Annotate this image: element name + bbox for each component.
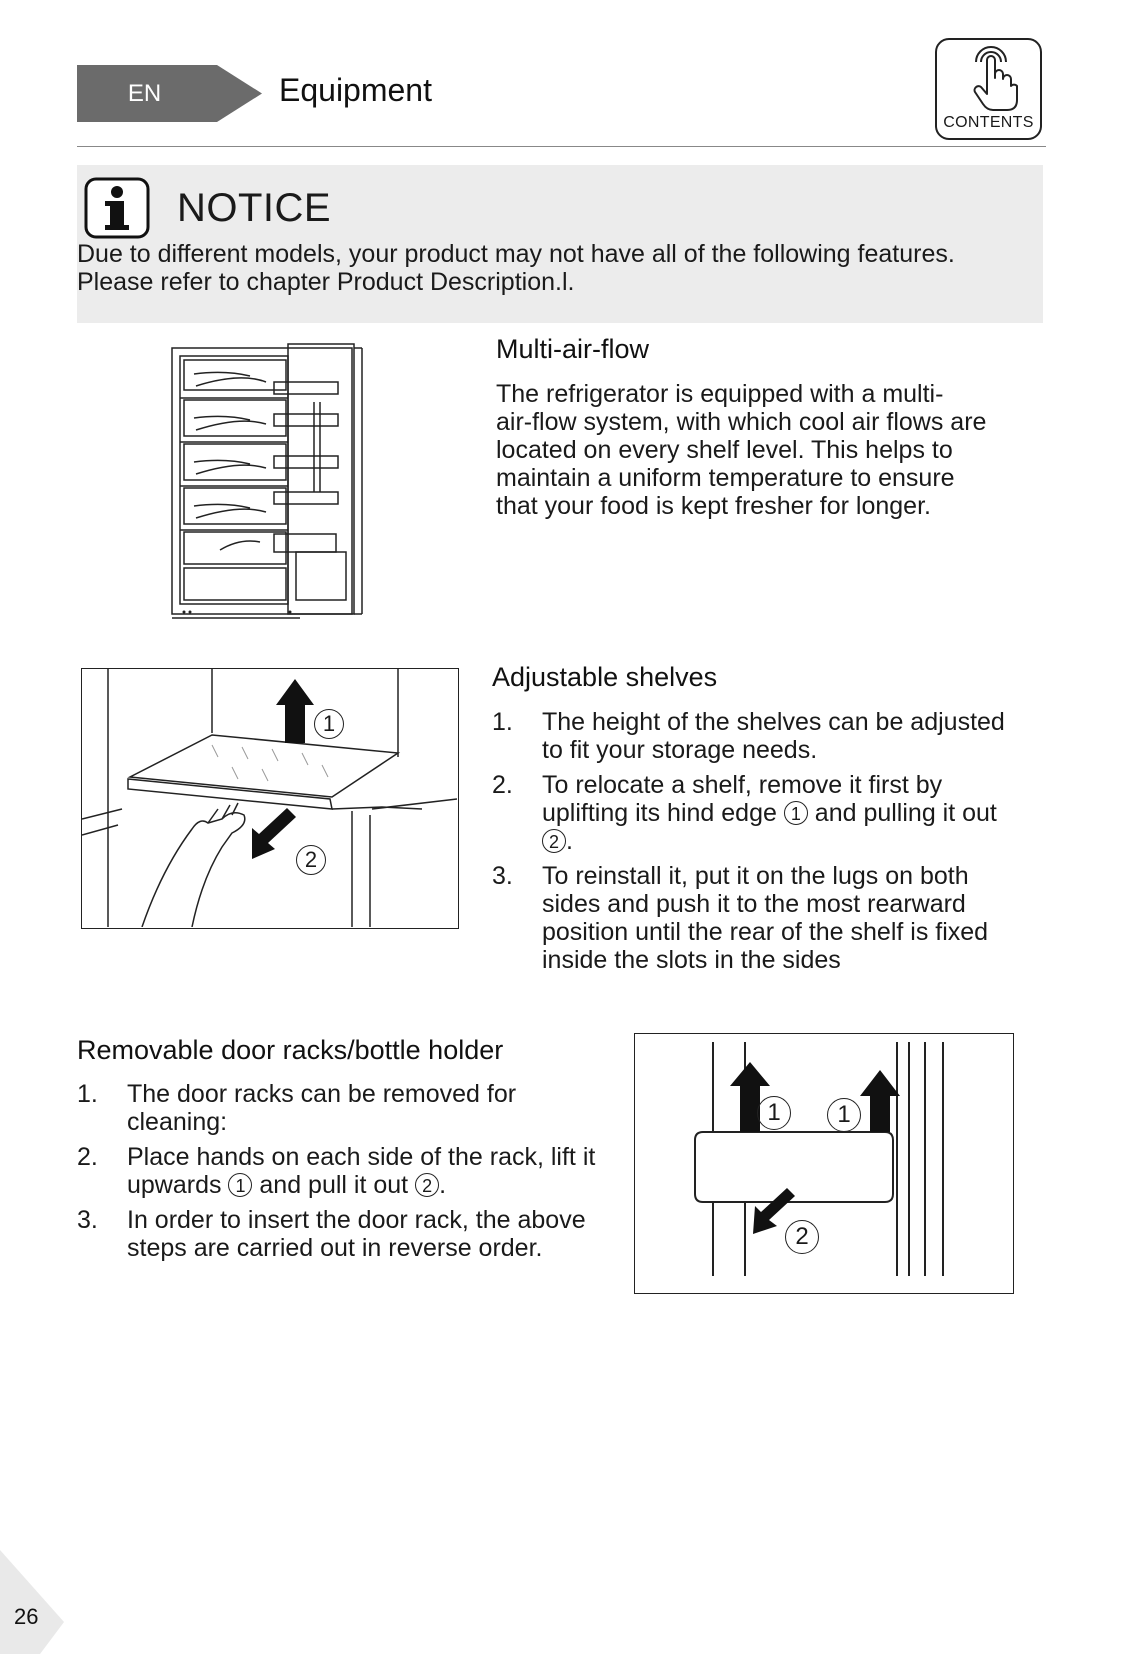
list-number: 2. [492,771,513,799]
touch-hand-icon [959,44,1019,114]
step-marker: 2 [415,1173,439,1197]
door-racks-title: Removable door racks/bottle holder [77,1035,504,1065]
paragraph-line: air-flow system, with which cool air flows are [496,408,987,436]
list-text: . [566,827,573,855]
step-marker: 2 [542,829,566,853]
multi-air-flow-text [496,380,1016,520]
notice-line: Please refer to chapter Product Description.l. [77,268,575,296]
language-label: EN [127,80,162,107]
door-rack-figure [634,1033,1014,1294]
list-text: and pulling it out [807,799,997,827]
list-item [77,1143,617,1199]
step-marker: 1 [757,1096,791,1130]
list-text: In order to insert the door rack, the above steps are carried out in reverse order. [127,1206,586,1262]
list-number: 1. [492,708,513,736]
list-number: 3. [492,862,513,890]
info-icon [84,177,150,239]
contents-label: CONTENTS [943,114,1034,131]
list-number: 2. [77,1143,98,1171]
list-text: and pull it out [252,1171,416,1199]
adjustable-shelves-steps [492,708,1012,981]
list-text: To reinstall it, put it on the lugs on both sides and push it to the most rearward position until the rear of the shelf is fixed inside the slots in the sides [542,862,989,974]
page-corner-tab [0,1550,70,1654]
list-item [492,708,1012,764]
list-text: Place hands on each side of the rack, lift it upwards [127,1143,596,1199]
notice-title: NOTICE [177,186,332,230]
list-item [492,771,1012,855]
step-marker: 1 [314,709,344,739]
adjustable-shelves-title: Adjustable shelves [492,662,718,692]
list-number: 3. [77,1206,98,1234]
step-marker: 1 [827,1098,861,1132]
list-text: The height of the shelves can be adjusted to fit your storage needs. [542,708,1005,764]
shelf-illustration [82,669,457,927]
list-item [492,862,1012,974]
list-number: 1. [77,1080,98,1108]
page-title: Equipment [279,72,432,108]
list-item [77,1206,617,1262]
notice-text [77,240,1037,296]
page-number: 26 [14,1604,39,1629]
list-text: To relocate a shelf, remove it first by uplifting its hind edge [542,771,943,827]
paragraph-line: The refrigerator is equipped with a multi- [496,380,944,408]
step-marker: 1 [784,801,808,825]
adjustable-shelves-figure [81,668,459,929]
list-text: . [439,1171,447,1199]
list-text: The door racks can be removed for cleaning: [127,1080,517,1136]
header-divider [77,146,1046,147]
paragraph-line: that your food is kept fresher for longer. [496,492,931,520]
list-item [77,1080,617,1136]
step-marker: 1 [228,1173,252,1197]
step-marker: 2 [785,1220,819,1254]
door-rack-illustration [635,1034,1012,1292]
door-racks-steps [77,1080,617,1269]
notice-line: Due to different models, your product may not have all of the following features. [77,240,955,268]
paragraph-line: located on every shelf level. This helps to [496,436,953,464]
step-marker: 2 [296,845,326,875]
multi-air-flow-illustration [170,342,366,620]
contents-button[interactable] [935,38,1042,140]
paragraph-line: maintain a uniform temperature to ensure [496,464,955,492]
multi-air-flow-title: Multi-air-flow [496,334,650,364]
